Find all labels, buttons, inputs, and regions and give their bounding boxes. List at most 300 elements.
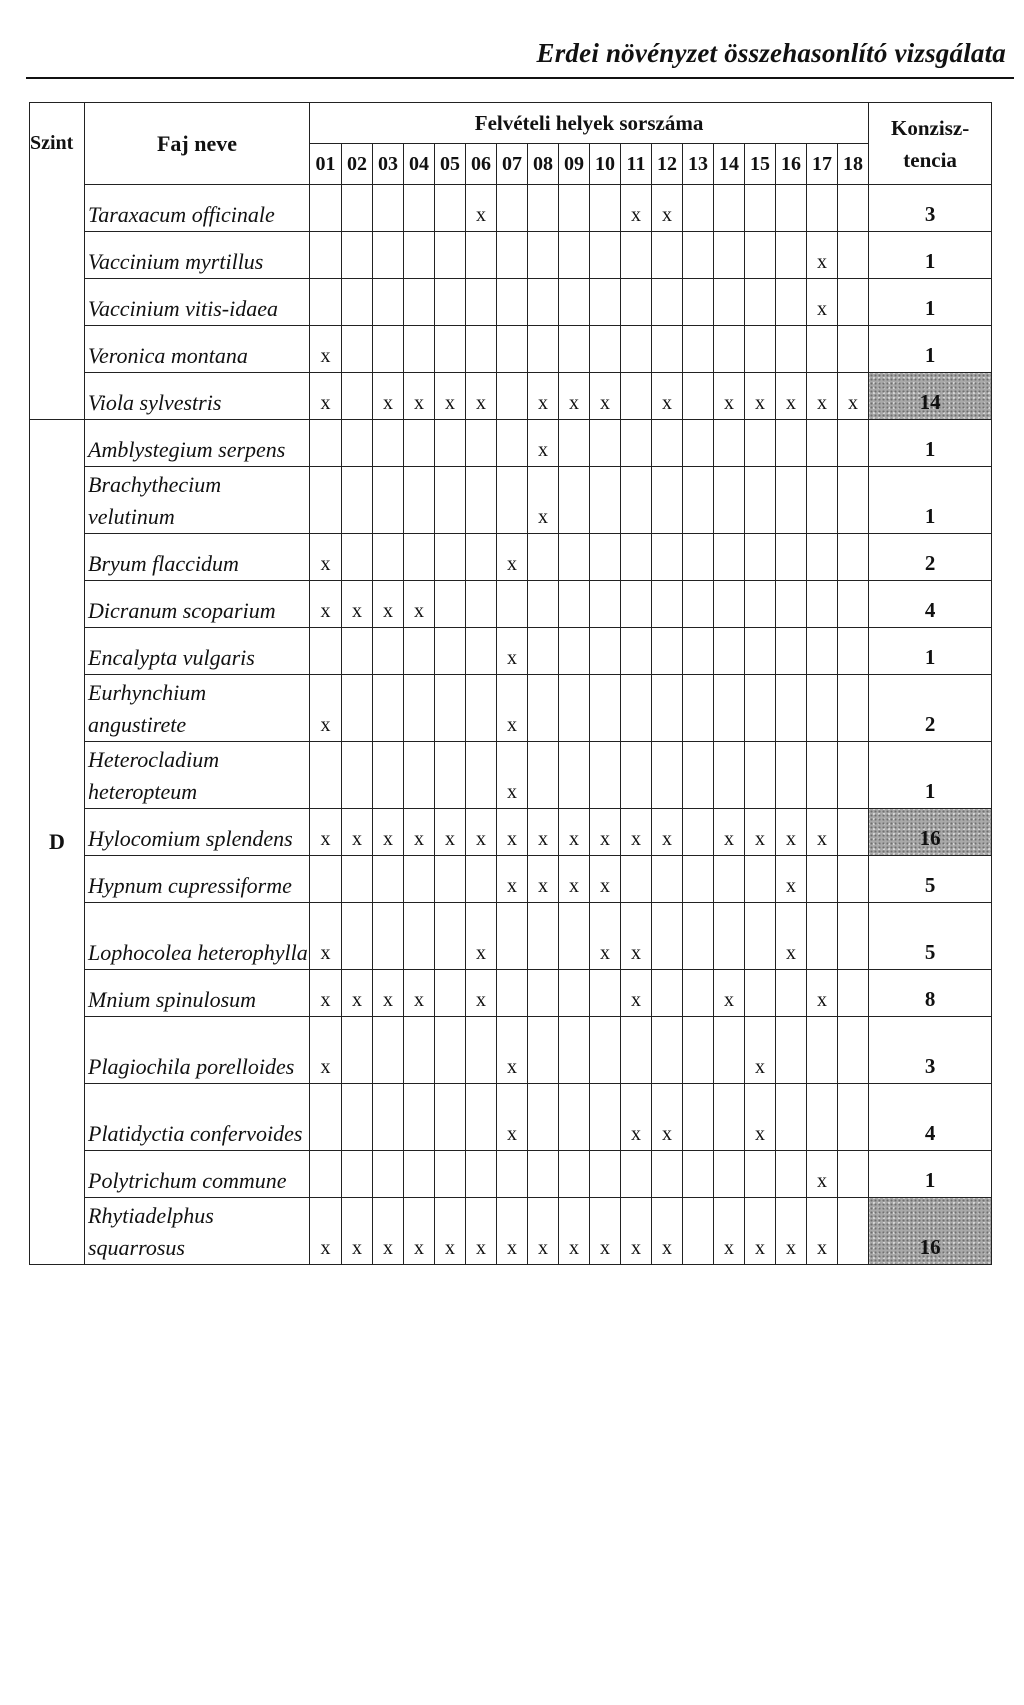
presence-cell (404, 420, 435, 467)
presence-cell: x (310, 970, 342, 1017)
presence-cell (776, 420, 807, 467)
presence-cell (621, 742, 652, 809)
presence-cell (404, 1017, 435, 1084)
presence-cell (310, 232, 342, 279)
presence-cell (342, 1017, 373, 1084)
species-name: Heterocladium heteropteum (85, 742, 310, 809)
presence-cell (683, 903, 714, 970)
presence-cell (310, 1151, 342, 1198)
species-name: Taraxacum officinale (85, 185, 310, 232)
column-header-felveteli-helyek: Felvételi helyek sorszáma (310, 103, 869, 144)
presence-cell (342, 742, 373, 809)
presence-cell (683, 628, 714, 675)
site-number-header: 01 (310, 144, 342, 185)
presence-cell (683, 856, 714, 903)
presence-cell (590, 970, 621, 1017)
presence-cell: x (776, 373, 807, 420)
presence-cell (745, 742, 776, 809)
consistency-value: 5 (869, 856, 992, 903)
consistency-value: 1 (869, 467, 992, 534)
presence-cell (745, 856, 776, 903)
presence-cell (404, 534, 435, 581)
presence-cell (435, 903, 466, 970)
presence-cell (776, 467, 807, 534)
column-header-szint: Szint (30, 103, 85, 185)
presence-cell (559, 326, 590, 373)
presence-cell: x (497, 534, 528, 581)
presence-cell: x (652, 1198, 683, 1265)
presence-cell: x (621, 809, 652, 856)
presence-cell (310, 628, 342, 675)
presence-cell (621, 279, 652, 326)
presence-cell (745, 534, 776, 581)
presence-cell (559, 675, 590, 742)
presence-cell (497, 232, 528, 279)
presence-cell (559, 742, 590, 809)
presence-cell (342, 326, 373, 373)
presence-cell: x (807, 1198, 838, 1265)
presence-cell (373, 1017, 404, 1084)
presence-cell: x (404, 581, 435, 628)
species-name: Dicranum scoparium (85, 581, 310, 628)
table-row (30, 581, 992, 628)
presence-cell (683, 1017, 714, 1084)
presence-cell: x (776, 856, 807, 903)
consistency-value: 14 (869, 373, 992, 420)
column-header-faj-neve: Faj neve (85, 103, 310, 185)
presence-cell: x (497, 628, 528, 675)
presence-cell (342, 1151, 373, 1198)
presence-cell (652, 675, 683, 742)
presence-cell (621, 1017, 652, 1084)
presence-cell: x (807, 970, 838, 1017)
species-name: Amblystegium serpens (85, 420, 310, 467)
presence-cell (373, 420, 404, 467)
presence-cell (310, 420, 342, 467)
presence-cell: x (342, 1198, 373, 1265)
presence-cell: x (652, 809, 683, 856)
presence-cell (745, 185, 776, 232)
presence-cell: x (590, 903, 621, 970)
table-row (30, 1084, 992, 1151)
consistency-value: 1 (869, 1151, 992, 1198)
presence-cell (683, 420, 714, 467)
presence-cell (528, 675, 559, 742)
page-header-title: Erdei növényzet összehasonlító vizsgálata (536, 38, 1006, 68)
presence-cell (435, 420, 466, 467)
site-number-header: 03 (373, 144, 404, 185)
presence-cell (807, 628, 838, 675)
presence-cell: x (621, 185, 652, 232)
presence-cell (435, 1017, 466, 1084)
consistency-value: 8 (869, 970, 992, 1017)
presence-cell (683, 232, 714, 279)
presence-cell (466, 856, 497, 903)
consistency-value: 1 (869, 279, 992, 326)
presence-cell (310, 185, 342, 232)
presence-cell (714, 185, 745, 232)
presence-cell: x (559, 373, 590, 420)
presence-cell: x (466, 1198, 497, 1265)
presence-cell (466, 1017, 497, 1084)
presence-cell (404, 1084, 435, 1151)
presence-cell (776, 534, 807, 581)
presence-cell: x (466, 185, 497, 232)
presence-cell (714, 903, 745, 970)
presence-cell (807, 675, 838, 742)
presence-cell (590, 534, 621, 581)
presence-cell (466, 232, 497, 279)
species-name: Encalypta vulgaris (85, 628, 310, 675)
table-row (30, 373, 992, 420)
presence-cell (714, 467, 745, 534)
presence-cell (342, 420, 373, 467)
presence-cell: x (528, 1198, 559, 1265)
presence-cell (838, 534, 869, 581)
presence-cell: x (528, 373, 559, 420)
presence-cell: x (404, 970, 435, 1017)
presence-cell: x (342, 970, 373, 1017)
species-name: Polytrichum commune (85, 1151, 310, 1198)
consistency-value: 3 (869, 1017, 992, 1084)
presence-cell (404, 279, 435, 326)
presence-cell (373, 534, 404, 581)
presence-cell (342, 1084, 373, 1151)
presence-cell (590, 185, 621, 232)
presence-cell (590, 1084, 621, 1151)
presence-cell (342, 232, 373, 279)
consistency-value: 16 (869, 1198, 992, 1265)
presence-cell: x (807, 373, 838, 420)
presence-cell (776, 675, 807, 742)
presence-cell (404, 467, 435, 534)
presence-cell: x (559, 856, 590, 903)
presence-cell (838, 185, 869, 232)
presence-cell (435, 628, 466, 675)
presence-cell (404, 856, 435, 903)
presence-cell: x (404, 373, 435, 420)
species-name: Viola sylvestris (85, 373, 310, 420)
presence-cell (745, 420, 776, 467)
presence-cell (342, 185, 373, 232)
presence-cell (342, 675, 373, 742)
presence-cell (342, 467, 373, 534)
consistency-value: 4 (869, 1084, 992, 1151)
presence-cell (714, 742, 745, 809)
presence-cell: x (435, 809, 466, 856)
presence-cell: x (373, 373, 404, 420)
presence-cell (838, 1084, 869, 1151)
presence-cell (559, 185, 590, 232)
presence-cell (621, 373, 652, 420)
presence-cell: x (373, 809, 404, 856)
presence-cell: x (590, 856, 621, 903)
presence-cell: x (310, 534, 342, 581)
table-row (30, 326, 992, 373)
presence-cell (776, 970, 807, 1017)
presence-cell (807, 1017, 838, 1084)
presence-cell (435, 467, 466, 534)
presence-cell (745, 581, 776, 628)
presence-cell (466, 742, 497, 809)
presence-cell (683, 970, 714, 1017)
presence-cell (776, 326, 807, 373)
presence-cell (559, 279, 590, 326)
presence-cell: x (373, 581, 404, 628)
presence-cell (652, 534, 683, 581)
presence-cell: x (714, 970, 745, 1017)
species-name: Vaccinium myrtillus (85, 232, 310, 279)
consistency-value: 16 (869, 809, 992, 856)
presence-cell (838, 1198, 869, 1265)
presence-cell (435, 856, 466, 903)
presence-cell: x (342, 581, 373, 628)
presence-cell (404, 675, 435, 742)
presence-cell: x (745, 1198, 776, 1265)
presence-cell (776, 1017, 807, 1084)
presence-cell (621, 420, 652, 467)
species-name: Eurhynchium angustirete (85, 675, 310, 742)
consistency-value: 5 (869, 903, 992, 970)
presence-cell (807, 856, 838, 903)
presence-cell (435, 675, 466, 742)
table-row (30, 675, 992, 742)
presence-cell (714, 628, 745, 675)
presence-cell (342, 903, 373, 970)
presence-cell (373, 185, 404, 232)
presence-cell: x (435, 1198, 466, 1265)
species-name: Hylocomium splendens (85, 809, 310, 856)
presence-cell (714, 534, 745, 581)
presence-cell (838, 326, 869, 373)
presence-cell (559, 1151, 590, 1198)
presence-cell (714, 1017, 745, 1084)
presence-cell: x (745, 809, 776, 856)
presence-cell (497, 373, 528, 420)
presence-cell (342, 628, 373, 675)
table-row (30, 534, 992, 581)
site-number-header: 06 (466, 144, 497, 185)
consistency-value: 2 (869, 675, 992, 742)
presence-cell: x (590, 809, 621, 856)
presence-cell (342, 534, 373, 581)
presence-cell (435, 581, 466, 628)
table-row (30, 856, 992, 903)
site-number-header: 11 (621, 144, 652, 185)
presence-cell (497, 185, 528, 232)
presence-cell (776, 628, 807, 675)
presence-cell (683, 742, 714, 809)
species-name: Lophocolea heterophylla (85, 903, 310, 970)
presence-cell (652, 420, 683, 467)
presence-cell (621, 467, 652, 534)
presence-cell (404, 326, 435, 373)
consistency-value: 2 (869, 534, 992, 581)
presence-cell (590, 279, 621, 326)
table-row (30, 970, 992, 1017)
presence-cell (683, 581, 714, 628)
site-number-header: 18 (838, 144, 869, 185)
presence-cell (435, 185, 466, 232)
presence-cell (745, 903, 776, 970)
presence-cell (838, 1017, 869, 1084)
presence-cell (621, 581, 652, 628)
presence-cell: x (342, 809, 373, 856)
site-number-header: 04 (404, 144, 435, 185)
presence-cell (652, 232, 683, 279)
presence-cell: x (497, 1084, 528, 1151)
presence-cell (714, 326, 745, 373)
presence-cell (590, 1151, 621, 1198)
presence-cell (838, 742, 869, 809)
presence-cell: x (404, 809, 435, 856)
presence-cell (590, 675, 621, 742)
presence-cell (466, 675, 497, 742)
presence-cell: x (528, 809, 559, 856)
presence-cell (528, 326, 559, 373)
presence-cell (652, 1017, 683, 1084)
presence-cell (559, 581, 590, 628)
presence-cell (714, 420, 745, 467)
presence-cell: x (404, 1198, 435, 1265)
presence-cell (528, 534, 559, 581)
presence-cell (621, 534, 652, 581)
presence-cell (497, 1151, 528, 1198)
table-row (30, 1151, 992, 1198)
presence-cell (497, 903, 528, 970)
presence-cell (838, 628, 869, 675)
species-name: Veronica montana (85, 326, 310, 373)
presence-cell (838, 675, 869, 742)
presence-cell (807, 534, 838, 581)
presence-cell (528, 1084, 559, 1151)
presence-cell (838, 581, 869, 628)
presence-cell (807, 742, 838, 809)
presence-cell: x (497, 675, 528, 742)
presence-cell (838, 420, 869, 467)
presence-cell (807, 1084, 838, 1151)
presence-cell: x (528, 467, 559, 534)
presence-cell (373, 903, 404, 970)
presence-cell: x (714, 373, 745, 420)
presence-cell (342, 856, 373, 903)
presence-cell (838, 232, 869, 279)
presence-cell (745, 675, 776, 742)
presence-cell (683, 326, 714, 373)
presence-cell (373, 628, 404, 675)
species-table-body (30, 185, 992, 1265)
presence-cell (466, 581, 497, 628)
site-number-header: 13 (683, 144, 714, 185)
presence-cell (528, 185, 559, 232)
presence-cell: x (776, 809, 807, 856)
species-name: Hypnum cupressiforme (85, 856, 310, 903)
presence-cell: x (310, 581, 342, 628)
presence-cell (310, 742, 342, 809)
species-name: Vaccinium vitis-idaea (85, 279, 310, 326)
presence-cell (466, 420, 497, 467)
presence-cell: x (310, 1198, 342, 1265)
presence-cell: x (559, 1198, 590, 1265)
species-table (29, 102, 992, 1265)
presence-cell (559, 1017, 590, 1084)
presence-cell: x (807, 232, 838, 279)
table-row (30, 809, 992, 856)
presence-cell (559, 970, 590, 1017)
presence-cell (497, 467, 528, 534)
presence-cell (745, 326, 776, 373)
presence-cell: x (807, 279, 838, 326)
presence-cell (838, 903, 869, 970)
presence-cell (435, 1084, 466, 1151)
presence-cell (497, 420, 528, 467)
presence-cell: x (497, 742, 528, 809)
presence-cell (466, 326, 497, 373)
presence-cell (310, 1084, 342, 1151)
presence-cell (559, 420, 590, 467)
presence-cell (621, 675, 652, 742)
presence-cell (310, 279, 342, 326)
presence-cell: x (838, 373, 869, 420)
presence-cell: x (466, 809, 497, 856)
presence-cell: x (621, 1084, 652, 1151)
presence-cell (528, 970, 559, 1017)
presence-cell (497, 581, 528, 628)
presence-cell: x (310, 326, 342, 373)
presence-cell (590, 420, 621, 467)
presence-cell (838, 856, 869, 903)
species-name: Mnium spinulosum (85, 970, 310, 1017)
site-number-header: 12 (652, 144, 683, 185)
site-number-header: 16 (776, 144, 807, 185)
table-row (30, 279, 992, 326)
presence-cell (838, 809, 869, 856)
site-number-header: 07 (497, 144, 528, 185)
presence-cell (404, 185, 435, 232)
presence-cell (373, 856, 404, 903)
presence-cell (559, 1084, 590, 1151)
presence-cell: x (435, 373, 466, 420)
presence-cell (652, 903, 683, 970)
presence-cell: x (373, 970, 404, 1017)
presence-cell: x (714, 809, 745, 856)
presence-cell (435, 534, 466, 581)
presence-cell (373, 326, 404, 373)
presence-cell: x (776, 903, 807, 970)
presence-cell (807, 326, 838, 373)
presence-cell (714, 279, 745, 326)
table-row (30, 742, 992, 809)
level-cell: D (30, 420, 85, 1265)
presence-cell: x (621, 903, 652, 970)
presence-cell (683, 534, 714, 581)
presence-cell (683, 675, 714, 742)
presence-cell: x (621, 1198, 652, 1265)
presence-cell (807, 581, 838, 628)
presence-cell (373, 742, 404, 809)
presence-cell: x (807, 1151, 838, 1198)
presence-cell (838, 970, 869, 1017)
species-name: Brachythecium velutinum (85, 467, 310, 534)
presence-cell (528, 1151, 559, 1198)
presence-cell: x (652, 1084, 683, 1151)
presence-cell: x (776, 1198, 807, 1265)
presence-cell (590, 326, 621, 373)
presence-cell (373, 467, 404, 534)
table-row (30, 903, 992, 970)
presence-cell (683, 1198, 714, 1265)
table-row (30, 185, 992, 232)
